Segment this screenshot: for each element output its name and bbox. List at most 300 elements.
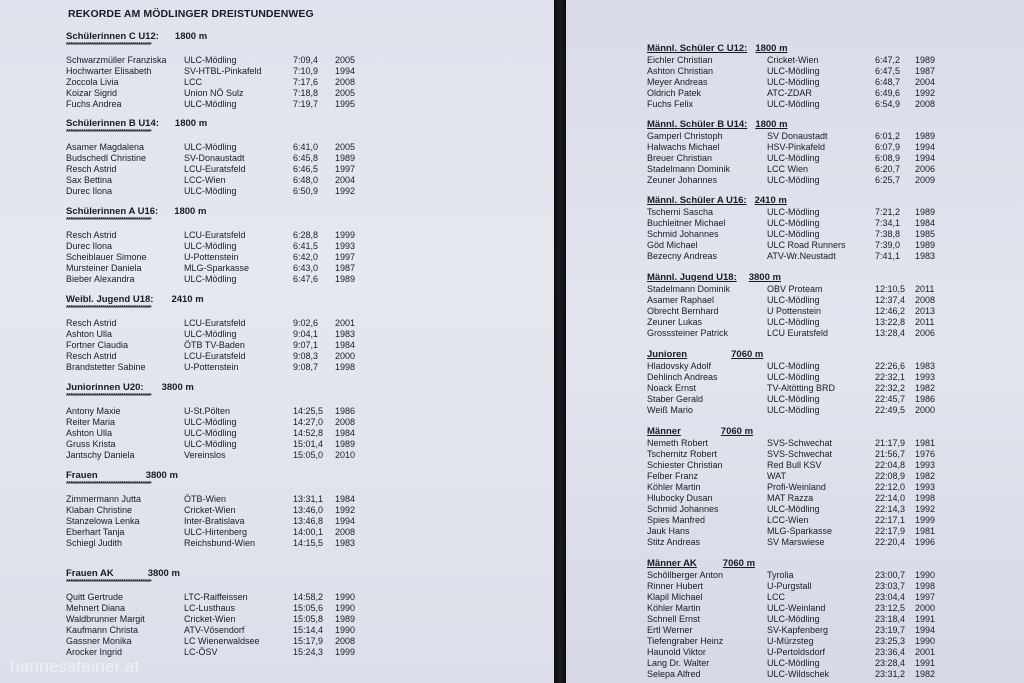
record-section (66, 382, 546, 461)
record-row (66, 241, 546, 252)
record-row (647, 394, 1019, 405)
record-year: 2011 (915, 284, 935, 294)
record-time: 14:58,2 (293, 592, 324, 602)
record-time: 22:49,5 (875, 405, 906, 415)
club-name: LCU-Euratsfeld (184, 351, 246, 361)
athlete-name: Schnell Ernst (647, 614, 701, 624)
athlete-name: Hochwarter Elisabeth (66, 66, 152, 76)
club-name: Reichsbund-Wien (184, 538, 256, 548)
athlete-name: Schwarzmüller Franziska (66, 55, 167, 65)
record-time: 7:18,8 (293, 88, 319, 98)
record-row (66, 142, 546, 153)
record-year: 1985 (915, 229, 936, 239)
athlete-name: Klapil Michael (647, 592, 703, 602)
athlete-name: Antony Maxie (66, 406, 121, 416)
record-year: 2000 (915, 603, 936, 613)
record-year: 1995 (335, 99, 356, 109)
record-row (647, 603, 1019, 614)
record-row (66, 351, 546, 362)
record-section (66, 470, 546, 549)
section-distance: 1800 m (174, 206, 207, 217)
athlete-name: Schiester Christian (647, 460, 723, 470)
club-name: LC-Lusthaus (184, 603, 236, 613)
club-name: LCC (184, 77, 203, 87)
club-name: LCU-Euratsfeld (184, 230, 246, 240)
club-name: ULC-Mödling (184, 274, 237, 284)
athlete-name: Sax Bettina (66, 175, 113, 185)
club-name: U-Pottenstein (184, 252, 239, 262)
section-name: Schülerinnen A U16: (66, 206, 159, 217)
section-name: Männl. Schüler C U12: (647, 43, 748, 54)
club-name: ULC Road Runners (767, 240, 846, 250)
record-row (66, 603, 546, 614)
record-year: 1984 (915, 218, 936, 228)
club-name: LCU-Euratsfeld (184, 164, 246, 174)
athlete-name: Schiegl Judith (66, 538, 123, 548)
record-row (66, 318, 546, 329)
record-time: 9:07,1 (293, 340, 319, 350)
star-divider: **************************************** (66, 579, 151, 586)
record-time: 14:00,1 (293, 527, 324, 537)
club-name: LCC-Wien (184, 175, 226, 185)
record-year: 1999 (915, 515, 936, 525)
athlete-name: Quitt Gertrude (66, 592, 124, 602)
record-time: 7:41,1 (875, 251, 901, 261)
record-year: 1990 (915, 570, 936, 580)
record-row (647, 361, 1019, 372)
club-name: ULC-Mödling (767, 218, 820, 228)
section-name: Weibl. Jugend U18: (66, 294, 154, 305)
record-time: 12:37,4 (875, 295, 906, 305)
club-name: ULC-Mödling (767, 153, 820, 163)
record-row (66, 417, 546, 428)
club-name: ÖTB-Wien (184, 494, 227, 504)
athlete-name: Stitz Andreas (647, 537, 701, 547)
record-row (647, 504, 1019, 515)
record-section (647, 349, 1019, 416)
record-year: 1997 (335, 164, 356, 174)
record-row (66, 252, 546, 263)
record-section (647, 558, 1019, 680)
club-name: TV-Altötting BRD (767, 383, 836, 393)
record-year: 2000 (915, 405, 936, 415)
record-time: 7:38,8 (875, 229, 901, 239)
section-name: Schülerinnen C U12: (66, 31, 159, 42)
record-time: 6:48,7 (875, 77, 901, 87)
record-year: 1989 (335, 274, 356, 284)
record-time: 23:36,4 (875, 647, 906, 657)
club-name: U-St.Pölten (184, 406, 231, 416)
record-time: 6:47,6 (293, 274, 319, 284)
record-row (647, 636, 1019, 647)
record-row (66, 99, 546, 110)
club-name: OBV Proteam (767, 284, 823, 294)
record-year: 1993 (915, 460, 936, 470)
athlete-name: Göd Michael (647, 240, 698, 250)
athlete-name: Bieber Alexandra (66, 274, 135, 284)
record-year: 1987 (915, 66, 936, 76)
record-time: 6:28,8 (293, 230, 319, 240)
record-year: 1983 (335, 329, 356, 339)
record-row (66, 505, 546, 516)
section-heading (647, 195, 1019, 206)
athlete-name: Köhler Martin (647, 482, 701, 492)
record-time: 13:46,8 (293, 516, 324, 526)
athlete-name: Zeuner Lukas (647, 317, 703, 327)
athlete-name: Waldbrunner Margit (66, 614, 145, 624)
record-row (647, 647, 1019, 658)
athlete-name: Zoccola Livia (66, 77, 119, 87)
athlete-name: Schöllberger Anton (647, 570, 724, 580)
athlete-name: Scheiblauer Simone (66, 252, 147, 262)
record-row (647, 131, 1019, 142)
record-year: 2011 (915, 317, 935, 327)
section-name: Männer (647, 426, 681, 437)
record-row (647, 66, 1019, 77)
section-distance: 1800 m (755, 43, 788, 54)
record-time: 22:32,2 (875, 383, 906, 393)
record-year: 1992 (915, 88, 936, 98)
section-heading (66, 118, 546, 129)
record-year: 1989 (915, 55, 936, 65)
club-name: ULC-Mödling (767, 372, 820, 382)
section-name: Juniorinnen U20: (66, 382, 144, 393)
athlete-name: Bezecny Andreas (647, 251, 718, 261)
record-year: 2008 (335, 636, 356, 646)
record-row (647, 207, 1019, 218)
record-row (66, 66, 546, 77)
club-name: MLG-Sparkasse (767, 526, 833, 536)
record-year: 1986 (335, 406, 356, 416)
athlete-name: Ertl Werner (647, 625, 693, 635)
athlete-name: Stadelmann Dominik (647, 284, 731, 294)
club-name: ULC-Mödling (767, 99, 820, 109)
club-name: ULC-Mödling (767, 295, 820, 305)
record-time: 6:08,9 (875, 153, 901, 163)
record-row (66, 494, 546, 505)
athlete-name: Buchleitner Michael (647, 218, 726, 228)
record-year: 2008 (915, 99, 936, 109)
section-distance: 1800 m (174, 31, 208, 42)
record-time: 15:05,0 (293, 450, 324, 460)
record-year: 2004 (915, 77, 936, 87)
section-distance: 7060 m (722, 558, 756, 569)
athlete-name: Fortner Claudia (66, 340, 129, 350)
document-title: REKORDE AM MÖDLINGER DREISTUNDENWEG (68, 8, 314, 20)
record-year: 1981 (915, 526, 936, 536)
record-year: 1999 (335, 230, 356, 240)
club-name: ULC-Mödling (184, 142, 237, 152)
record-year: 2006 (915, 164, 936, 174)
record-time: 15:05,6 (293, 603, 324, 613)
athlete-name: Obrecht Bernhard (647, 306, 719, 316)
club-name: ULC-Mödling (767, 405, 820, 415)
record-time: 14:25,5 (293, 406, 324, 416)
record-year: 1992 (335, 186, 356, 196)
record-time: 23:28,4 (875, 658, 906, 668)
record-time: 23:18,4 (875, 614, 906, 624)
record-time: 14:15,5 (293, 538, 324, 548)
record-row (647, 383, 1019, 394)
record-time: 22:17,9 (875, 526, 906, 536)
club-name: ULC-Mödling (767, 207, 820, 217)
record-row (66, 406, 546, 417)
record-row (647, 55, 1019, 66)
record-row (647, 251, 1019, 262)
record-time: 6:54,9 (875, 99, 901, 109)
athlete-name: Nemeth Robert (647, 438, 709, 448)
record-row (647, 405, 1019, 416)
record-row (647, 372, 1019, 383)
record-time: 6:01,2 (875, 131, 901, 141)
club-name: SV Marswiese (767, 537, 825, 547)
record-row (66, 274, 546, 285)
record-time: 6:48,0 (293, 175, 319, 185)
page-fold (554, 0, 566, 683)
record-year: 1993 (335, 241, 356, 251)
record-time: 23:03,7 (875, 581, 906, 591)
record-year: 1986 (915, 394, 936, 404)
record-time: 9:08,7 (293, 362, 319, 372)
record-time: 7:39,0 (875, 240, 901, 250)
record-time: 6:42,0 (293, 252, 319, 262)
record-time: 7:10,9 (293, 66, 319, 76)
athlete-name: Ashton Ulla (66, 428, 113, 438)
record-time: 6:50,9 (293, 186, 319, 196)
record-section (647, 43, 1019, 110)
record-year: 1992 (335, 505, 356, 515)
record-row (647, 449, 1019, 460)
athlete-name: Gamperl Christoph (647, 131, 723, 141)
record-row (647, 581, 1019, 592)
club-name: U-Pottenstein (184, 362, 239, 372)
record-time: 13:31,1 (293, 494, 324, 504)
athlete-name: Tschernitz Robert (647, 449, 718, 459)
club-name: U-Pertoldsdorf (767, 647, 826, 657)
athlete-name: Koizar Sigrid (66, 88, 118, 98)
record-row (647, 175, 1019, 186)
record-time: 23:00,7 (875, 570, 906, 580)
club-name: LCU Euratsfeld (767, 328, 829, 338)
record-row (647, 438, 1019, 449)
club-name: ULC-Mödling (767, 66, 820, 76)
record-row (647, 142, 1019, 153)
club-name: ULC-Mödling (184, 329, 237, 339)
athlete-name: Tscherni Sascha (647, 207, 714, 217)
record-time: 6:41,5 (293, 241, 319, 251)
record-row (66, 186, 546, 197)
record-time: 23:04,4 (875, 592, 906, 602)
athlete-name: Durec Ilona (66, 241, 113, 251)
club-name: ULC-Mödling (767, 229, 820, 239)
record-section (647, 119, 1019, 186)
athlete-name: Grosssteiner Patrick (647, 328, 729, 338)
record-section (66, 31, 546, 110)
athlete-name: Selepa Alfred (647, 669, 701, 679)
section-heading (66, 206, 546, 217)
record-year: 1994 (915, 142, 936, 152)
record-year: 1989 (335, 153, 356, 163)
record-year: 1999 (335, 647, 356, 657)
club-name: ATC-ZDAR (767, 88, 812, 98)
record-time: 14:27,0 (293, 417, 324, 427)
record-time: 6:43,0 (293, 263, 319, 273)
athlete-name: Meyer Andreas (647, 77, 708, 87)
club-name: ULC-Mödling (184, 99, 237, 109)
section-heading (647, 43, 1019, 54)
record-row (647, 99, 1019, 110)
club-name: Cricket-Wien (767, 55, 819, 65)
club-name: LC Wienerwaldsee (184, 636, 260, 646)
record-row (66, 153, 546, 164)
record-year: 1984 (335, 340, 356, 350)
athlete-name: Gassner Monika (66, 636, 132, 646)
athlete-name: Resch Astrid (66, 318, 117, 328)
record-year: 1998 (335, 362, 356, 372)
record-time: 6:45,8 (293, 153, 319, 163)
athlete-name: Ashton Christian (647, 66, 714, 76)
club-name: ULC-Mödling (184, 428, 237, 438)
section-heading (66, 294, 546, 305)
watermark: hannessteiner.at (10, 657, 140, 676)
record-row (647, 592, 1019, 603)
athlete-name: Rinner Hubert (647, 581, 704, 591)
athlete-name: Mehnert Diana (66, 603, 126, 613)
record-time: 22:26,6 (875, 361, 906, 371)
record-row (66, 329, 546, 340)
record-time: 13:46,0 (293, 505, 324, 515)
record-year: 1983 (915, 361, 936, 371)
athlete-name: Eberhart Tanja (66, 527, 125, 537)
record-time: 22:32,1 (875, 372, 906, 382)
section-name: Frauen AK (66, 568, 114, 579)
section-distance: 2410 m (171, 294, 204, 305)
record-time: 22:12,0 (875, 482, 906, 492)
record-time: 21:56,7 (875, 449, 906, 459)
club-name: ULC-Mödling (184, 241, 237, 251)
record-row (647, 295, 1019, 306)
club-name: ULC-Weinland (767, 603, 826, 613)
record-row (647, 669, 1019, 680)
record-time: 7:21,2 (875, 207, 901, 217)
record-row (647, 284, 1019, 295)
club-name: ATV-Vösendorf (184, 625, 245, 635)
club-name: ULC-Mödling (767, 361, 820, 371)
athlete-name: Halwachs Michael (647, 142, 720, 152)
record-year: 1997 (915, 592, 936, 602)
club-name: Union NÖ Sulz (184, 88, 244, 98)
section-distance: 1800 m (755, 119, 788, 130)
record-year: 1983 (915, 251, 936, 261)
record-year: 1994 (335, 516, 356, 526)
athlete-name: Durec Ilona (66, 186, 113, 196)
club-name: ULC-Mödling (767, 658, 820, 668)
athlete-name: Asamer Raphael (647, 295, 715, 305)
star-divider: **************************************** (66, 129, 151, 136)
record-row (66, 230, 546, 241)
record-time: 6:49,6 (875, 88, 901, 98)
record-year: 1984 (335, 494, 356, 504)
athlete-name: Felber Franz (647, 471, 699, 481)
section-heading (647, 349, 1019, 360)
record-year: 1990 (335, 592, 356, 602)
club-name: ÖTB TV-Baden (184, 340, 245, 350)
club-name: U-Mürzsteg (767, 636, 814, 646)
record-row (66, 55, 546, 66)
athlete-name: Asamer Magdalena (66, 142, 145, 152)
athlete-name: Kaufmann Christa (66, 625, 139, 635)
record-year: 1991 (915, 614, 936, 624)
section-distance: 3800 m (147, 568, 180, 579)
record-row (647, 218, 1019, 229)
record-time: 22:20,4 (875, 537, 906, 547)
club-name: ULC-Hirtenberg (184, 527, 248, 537)
record-row (66, 175, 546, 186)
record-row (66, 614, 546, 625)
club-name: ULC-Mödling (184, 55, 237, 65)
record-year: 2008 (335, 417, 356, 427)
record-time: 9:02,6 (293, 318, 319, 328)
record-time: 15:01,4 (293, 439, 324, 449)
record-row (66, 263, 546, 274)
star-divider: **************************************** (66, 393, 151, 400)
athlete-name: Budschedl Christine (66, 153, 147, 163)
record-row (66, 450, 546, 461)
record-row (647, 471, 1019, 482)
record-year: 1989 (915, 131, 936, 141)
section-heading (647, 426, 1019, 437)
record-row (647, 328, 1019, 339)
record-year: 1994 (915, 153, 936, 163)
record-year: 1993 (915, 372, 936, 382)
record-row (66, 88, 546, 99)
section-heading (647, 272, 1019, 283)
club-name: ULC-Mödling (184, 186, 237, 196)
record-year: 1997 (335, 252, 356, 262)
section-distance: 3800 m (145, 470, 178, 481)
athlete-name: Resch Astrid (66, 164, 117, 174)
section-distance: 3800 m (161, 382, 194, 393)
record-time: 15:24,3 (293, 647, 324, 657)
record-year: 2008 (335, 77, 356, 87)
athlete-name: Dehlinch Andreas (647, 372, 718, 382)
club-name: ULC-Mödling (767, 175, 820, 185)
record-year: 2009 (915, 175, 936, 185)
record-year: 1984 (335, 428, 356, 438)
record-row (647, 229, 1019, 240)
athlete-name: Resch Astrid (66, 230, 117, 240)
record-row (647, 570, 1019, 581)
record-time: 22:17,1 (875, 515, 906, 525)
athlete-name: Stadelmann Dominik (647, 164, 731, 174)
record-time: 23:25,3 (875, 636, 906, 646)
athlete-name: Jauk Hans (647, 526, 690, 536)
record-year: 2004 (335, 175, 356, 185)
record-time: 13:22,8 (875, 317, 906, 327)
athlete-name: Lang Dr. Walter (647, 658, 710, 668)
club-name: Profi-Weinland (767, 482, 826, 492)
section-name: Männl. Schüler A U16: (647, 195, 747, 206)
record-time: 9:08,3 (293, 351, 319, 361)
section-distance: 3800 m (748, 272, 781, 283)
record-time: 6:46,5 (293, 164, 319, 174)
record-row (647, 515, 1019, 526)
section-heading (647, 119, 1019, 130)
record-time: 6:20,7 (875, 164, 901, 174)
athlete-name: Zimmermann Jutta (66, 494, 142, 504)
club-name: SVS-Schwechat (767, 438, 833, 448)
athlete-name: Schmid Johannes (647, 504, 719, 514)
